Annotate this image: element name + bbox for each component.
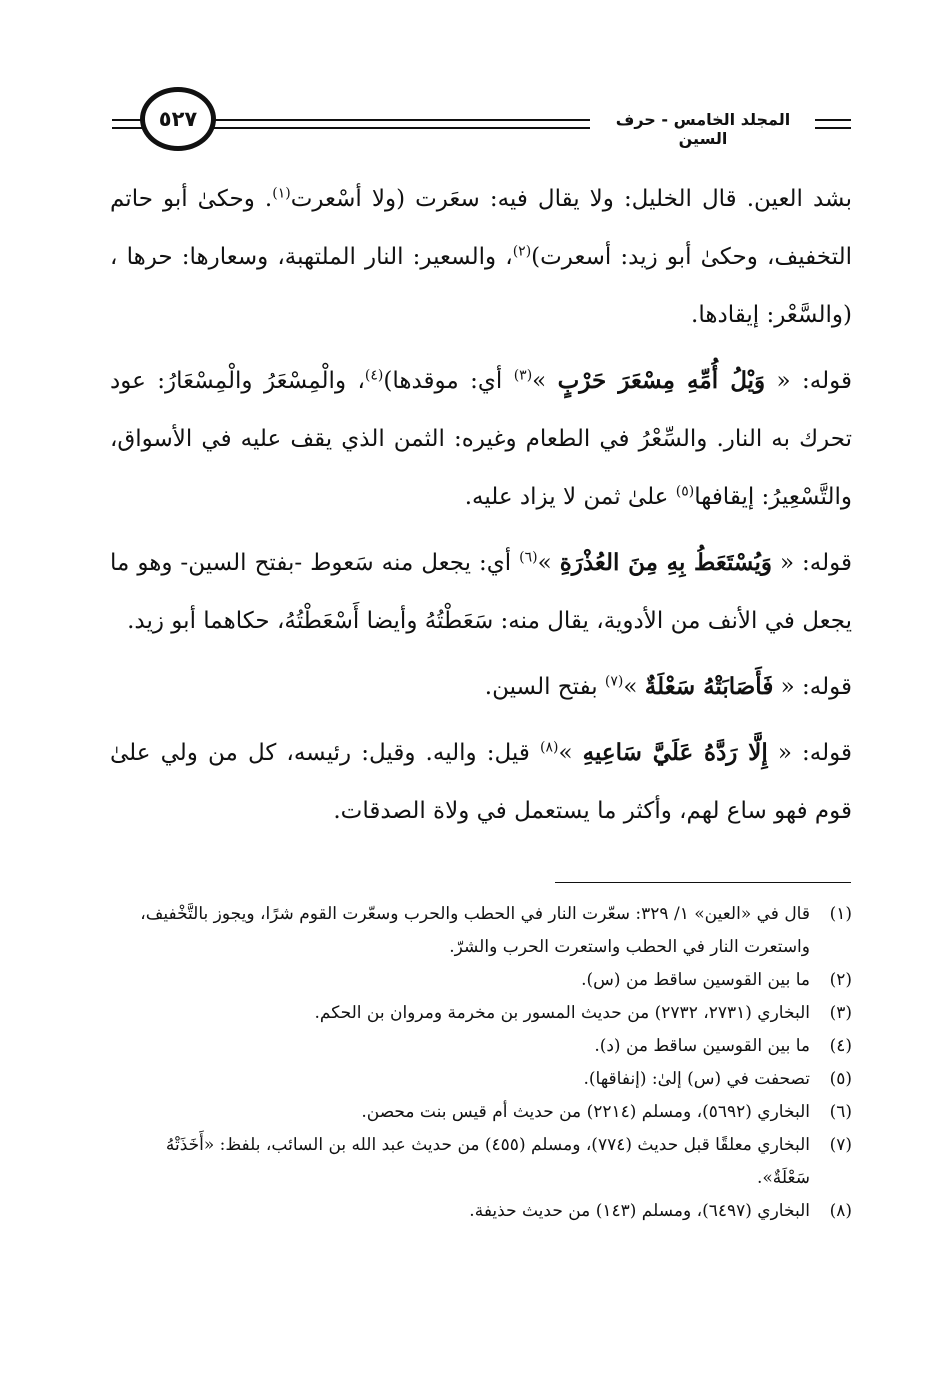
footnote-ref[interactable]: (٧) [604, 673, 624, 690]
footnote-text: البخاري (٥٦٩٢)، ومسلم (٢٢١٤) من حديث أم قيس بنت محصن. [361, 1102, 810, 1122]
page-number-badge [140, 87, 216, 151]
header-rule [212, 127, 590, 129]
footnote-separator [555, 882, 851, 883]
footnote-number: (٥) [829, 1069, 852, 1089]
hadith-quote: فَأَصَابَتْهُ سَعْلَةٌ [644, 673, 774, 700]
footnote-number: (٧) [829, 1135, 852, 1155]
footnote-number: (٢) [829, 970, 852, 990]
running-title: المجلد الخامس - حرف السين [615, 110, 791, 148]
footnote-text: قال في «العين» ١/ ٣٢٩: سعّرت النار في الحطب والحرب وسعّرت القوم شرًا، ويجوز بالتَّخْفيف، واستعرت النار في الحطب واستعرت الحرب والشرّ. [140, 904, 810, 957]
footnote-ref[interactable]: (٤) [364, 367, 384, 384]
footnotes [110, 898, 852, 1228]
hadith-quote: إِلَّا رَدَّهُ عَلَيَّ سَاعِيهِ [582, 739, 768, 766]
footnote-number: (١) [829, 904, 852, 924]
hadith-quote: وَيْلُ أُمِّهِ مِسْعَرَ حَرْبٍ [557, 367, 766, 394]
footnote [110, 997, 852, 1030]
footnote [110, 1096, 852, 1129]
footnote-ref[interactable]: (٥) [675, 483, 695, 500]
footnote-text: ما بين القوسين ساقط من (د). [594, 1036, 810, 1056]
paragraph: قوله: « إِلَّا رَدَّهُ عَلَيَّ سَاعِيهِ »$^{(٨)}$ قيل: واليه. وقيل: رئيسه، كل من ولي علىٰ قوم فهو ساع لهم، وأكثر ما يستعمل في ولاة الصدقات. [110, 739, 852, 824]
footnote-ref[interactable]: (١) [272, 185, 291, 202]
header-rule [815, 119, 851, 121]
footnote-ref[interactable]: (٨) [539, 739, 559, 756]
hadith-quote: وَيُسْتَعَطُ بِهِ مِنَ العُذْرَةِ [559, 549, 772, 576]
footnote [110, 1195, 852, 1228]
footnote-text: البخاري (٦٤٩٧)، ومسلم (١٤٣) من حديث حذيفة. [469, 1201, 810, 1221]
header-rule [212, 119, 590, 121]
footnote [110, 1129, 852, 1195]
footnote-ref[interactable]: (٣) [513, 367, 533, 384]
footnote-number: (٣) [829, 1003, 852, 1023]
footnote [110, 1030, 852, 1063]
footnote-ref[interactable]: (٦) [519, 549, 538, 566]
footnote-text: البخاري معلقًا قبل حديث (٧٧٤)، ومسلم (٤٥٥) من حديث عبد الله بن السائب، بلفظ: «أَخَذَتْهُ سَعْلَةٌ». [165, 1135, 810, 1188]
footnote-text: تصحفت في (س) إلىٰ: (إنفاقها). [583, 1069, 810, 1089]
footnote-ref[interactable]: (٢) [512, 243, 532, 260]
page-header [0, 0, 949, 175]
page-number: ٥٢٧ [158, 107, 198, 131]
paragraph: بشد العين. قال الخليل: ولا يقال فيه: سعَرت (ولا أسْعرت$^{(١)}$. وحكىٰ أبو حاتم التخفيف، وحكىٰ أبو زيد: أسعرت)$^{(٢)}$، والسعير: النار الملتهبة، وسعارها: حرها ، (والسَّعْر: إيقادها. [110, 185, 852, 328]
paragraph: قوله: « وَيُسْتَعَطُ بِهِ مِنَ العُذْرَةِ »$^{(٦)}$ أي: يجعل منه سَعوط -بفتح السين- وهو ما يجعل في الأنف من الأدوية، يقال منه: سَعَطْتُهُ وأيضا أَسْعَطْتُهُ، حكاهما أبو زيد. [110, 549, 852, 634]
footnote [110, 1063, 852, 1096]
paragraph: قوله: « فَأَصَابَتْهُ سَعْلَةٌ »$^{(٧)}$ بفتح السين. [484, 673, 852, 700]
header-rule [815, 127, 851, 129]
footnote-number: (٨) [829, 1201, 852, 1221]
paragraph: قوله: « وَيْلُ أُمِّهِ مِسْعَرَ حَرْبٍ »$^{(٣)}$ أي: موقدها)$^{(٤)}$، والْمِسْعَرُ والْمِسْعَارُ: عود تحرك به النار. والسِّعْرُ في الطعام وغيره: الثمن الذي يقف عليه في الأسواق، والتَّسْعِيرُ: إيقافها$^{(٥)}$ علىٰ ثمن لا يزاد عليه. [110, 367, 852, 510]
footnote [110, 964, 852, 997]
main-text [110, 170, 852, 848]
footnote [110, 898, 852, 964]
footnote-text: البخاري (٢٧٣١، ٢٧٣٢) من حديث المسور بن مخرمة ومروان بن الحكم. [314, 1003, 810, 1023]
footnote-number: (٦) [829, 1102, 852, 1122]
footnote-text: ما بين القوسين ساقط من (س). [581, 970, 810, 990]
footnote-number: (٤) [829, 1036, 852, 1056]
